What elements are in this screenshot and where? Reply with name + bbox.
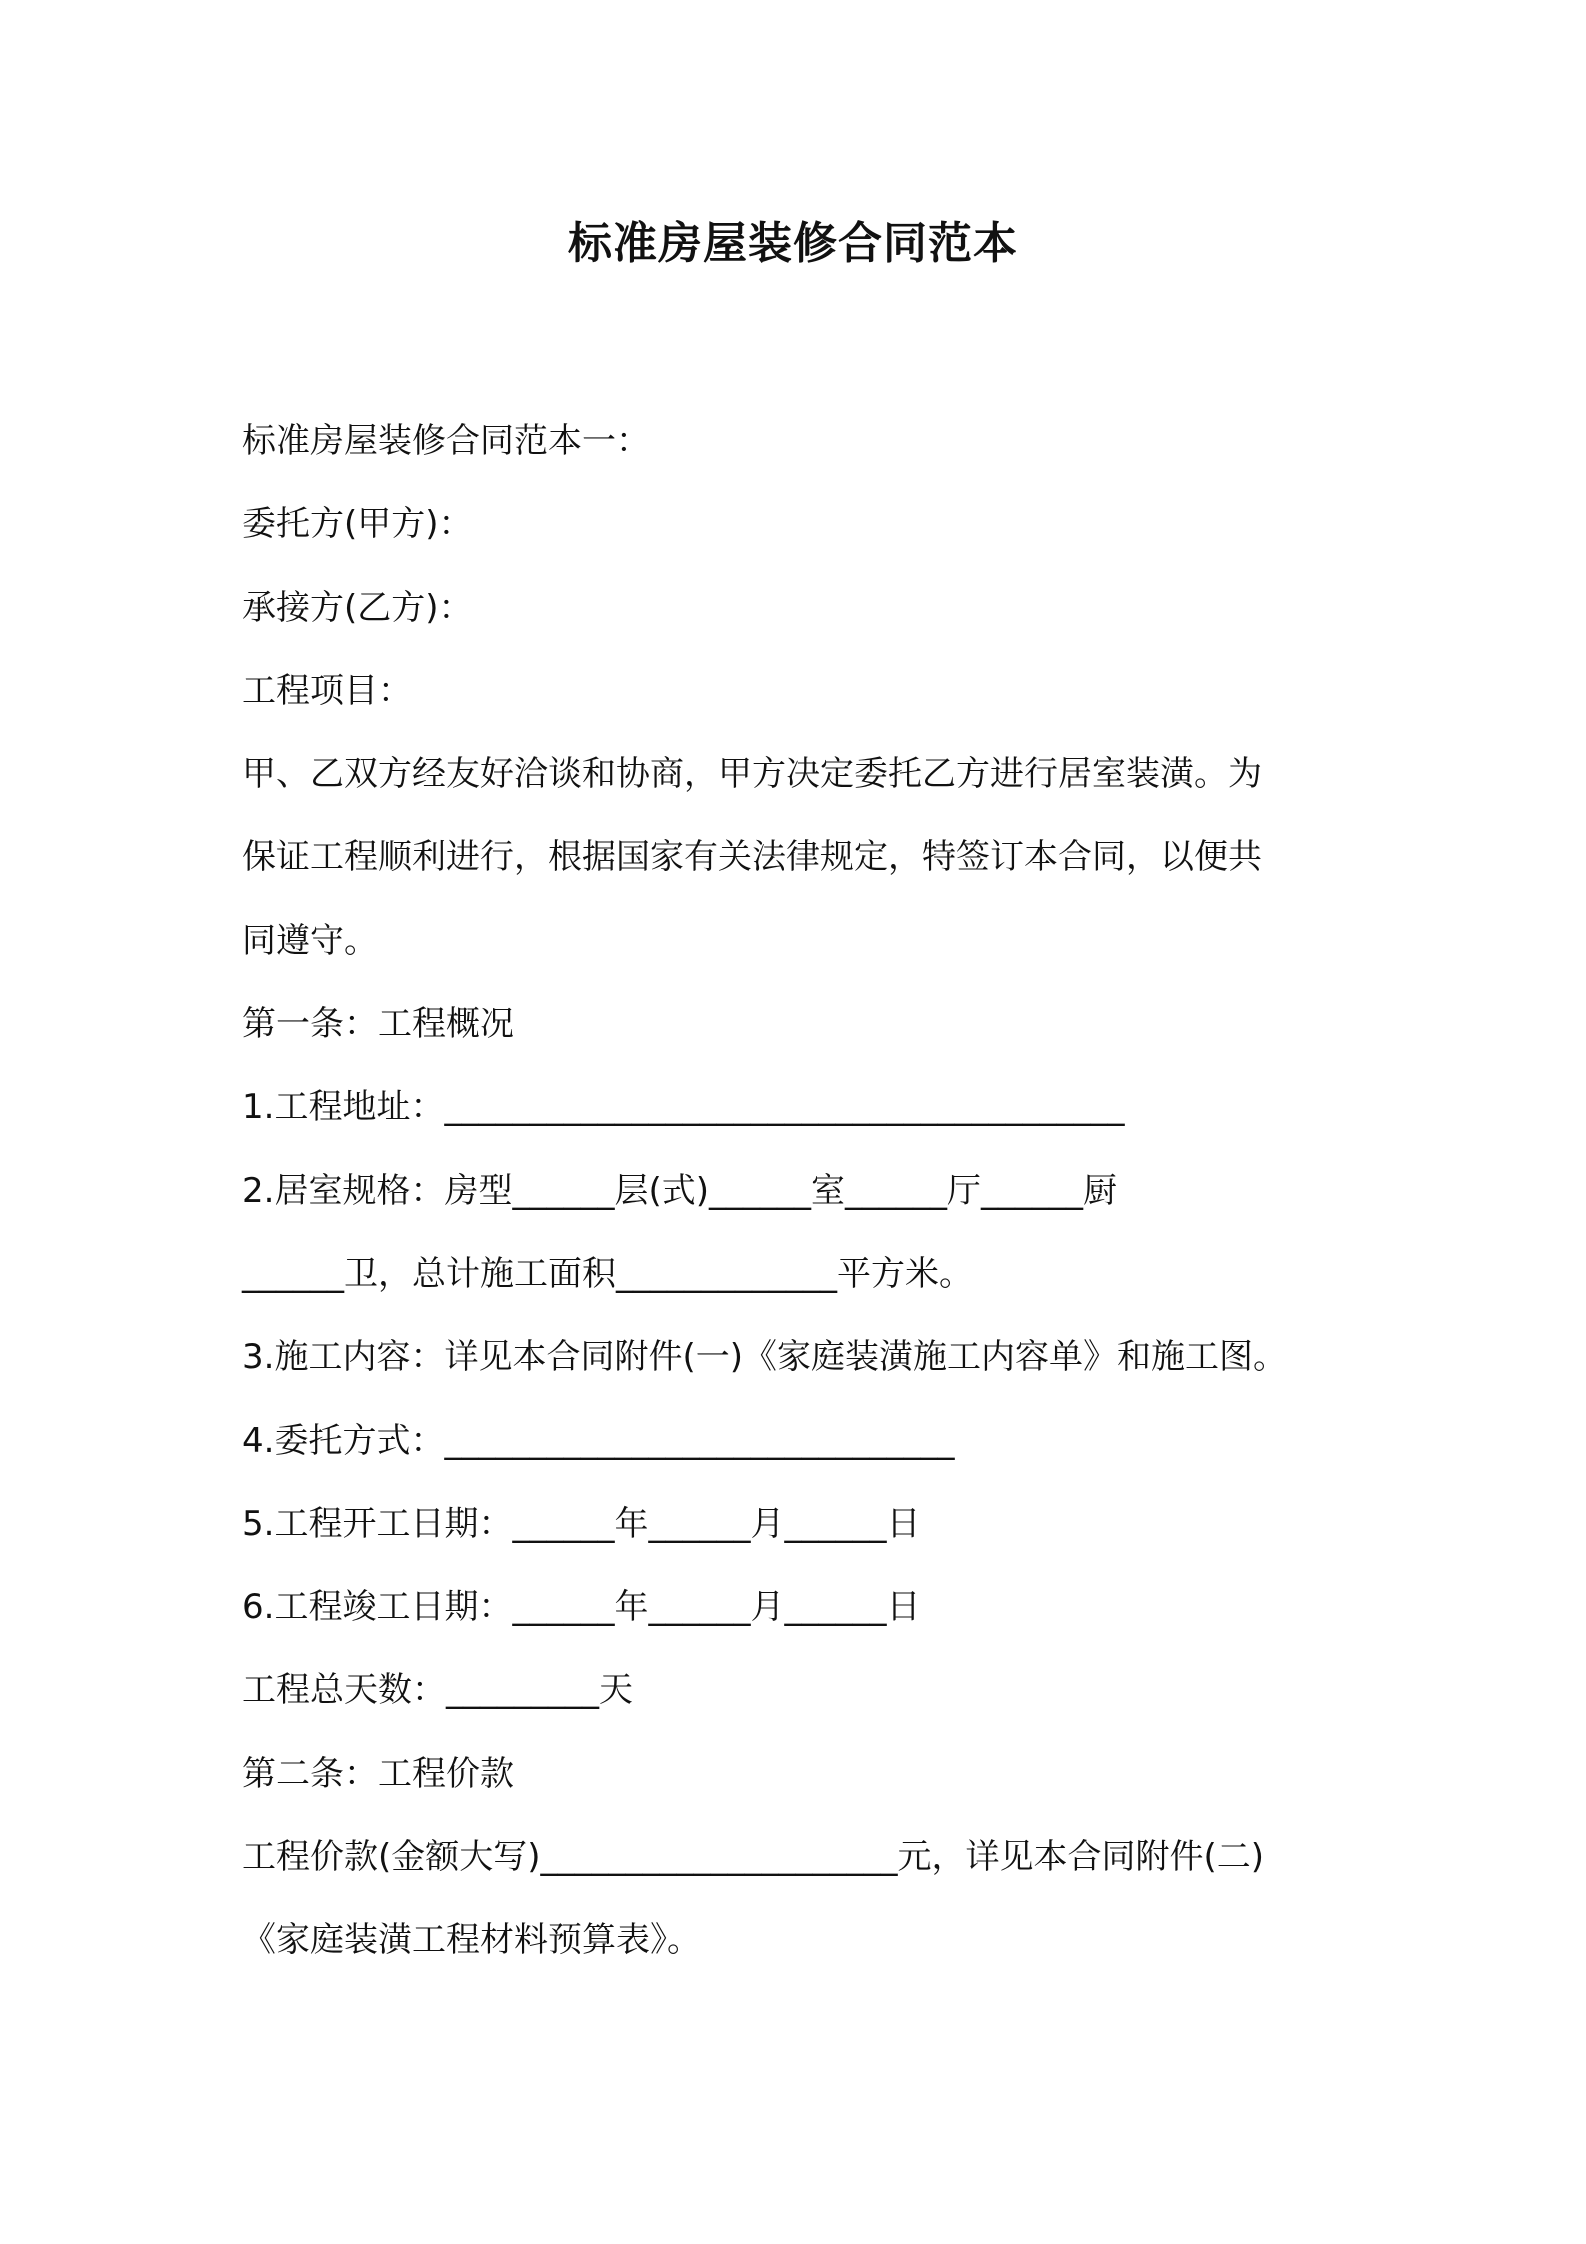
project-line: 工程项目： [242, 670, 412, 711]
preamble-line: 甲、乙双方经友好洽谈和协商，甲方决定委托乙方进行居室装潢。为 [242, 754, 1262, 795]
clause-line: 1.工程地址：________________________________________ [242, 1087, 1125, 1128]
party-b-line: 承接方(乙方)： [242, 587, 473, 628]
article-heading: 第一条：工程概况 [242, 1004, 514, 1045]
party-a-line: 委托方(甲方)： [242, 504, 473, 545]
clause-line: 《家庭装潢工程材料预算表》。 [242, 1920, 701, 1961]
clause-line: 4.委托方式：______________________________ [242, 1420, 955, 1461]
clause-line: ______卫，总计施工面积_____________平方米。 [242, 1253, 973, 1294]
clause-line: 2.居室规格：房型______层(式)______室______厅______厨 [242, 1170, 1117, 1211]
article-heading: 第二条：工程价款 [242, 1753, 514, 1794]
clause-line: 工程总天数：_________天 [242, 1670, 633, 1711]
clause-line: 5.工程开工日期：______年______月______日 [242, 1503, 921, 1544]
preamble-line: 保证工程顺利进行，根据国家有关法律规定，特签订本合同，以便共 [242, 837, 1262, 878]
clause-line: 工程价款(金额大写)_____________________元，详见本合同附件(二) [242, 1837, 1265, 1878]
preamble-line: 同遵守。 [242, 920, 378, 961]
document-title: 标准房屋装修合同范本 [568, 218, 1018, 269]
clause-line: 3.施工内容：详见本合同附件(一)《家庭装潢施工内容单》和施工图。 [242, 1337, 1287, 1378]
clause-line: 6.工程竣工日期：______年______月______日 [242, 1587, 921, 1628]
section-heading: 标准房屋装修合同范本一： [242, 421, 650, 461]
document-body [242, 400, 1402, 1983]
